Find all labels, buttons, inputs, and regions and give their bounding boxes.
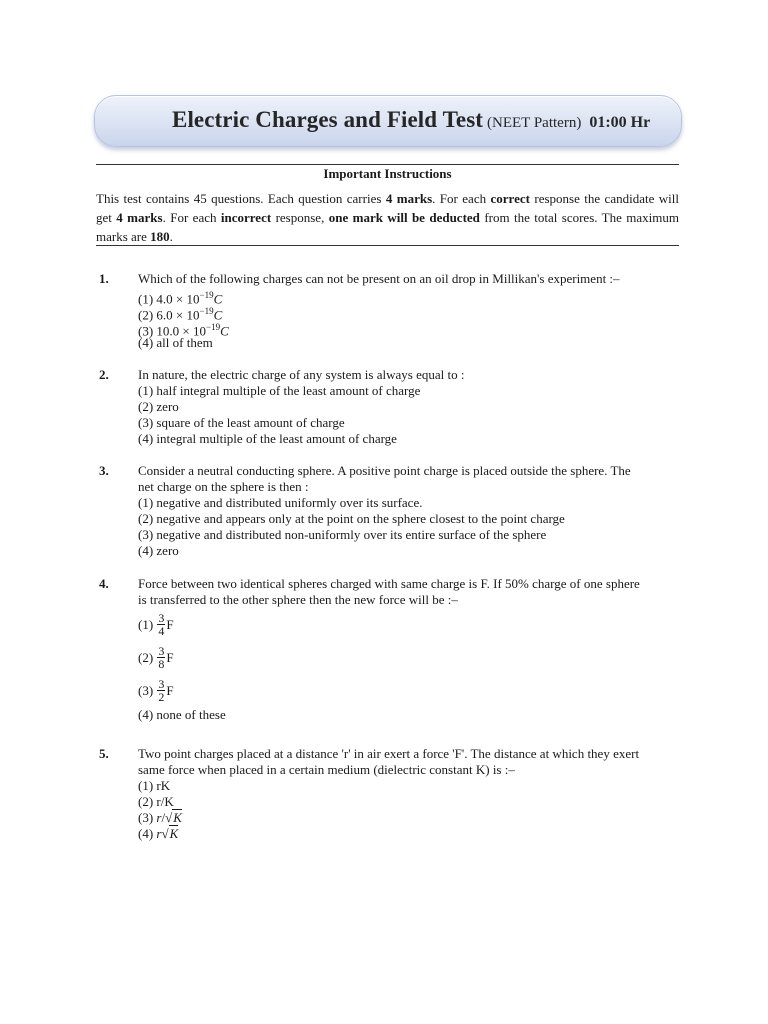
- question-number: 2.: [99, 367, 109, 382]
- instr-part: from the total scores. The maximum marks are: [96, 210, 679, 244]
- fraction: [157, 678, 165, 703]
- option-text: F: [166, 649, 174, 665]
- question-text: Consider a neutral conducting sphere. A positive point charge is placed outside the sphere. The: [138, 463, 631, 478]
- option-2: [138, 303, 680, 323]
- exponent: −19: [206, 322, 221, 332]
- numerator: 3: [158, 677, 165, 691]
- question-number: 1.: [99, 271, 109, 286]
- denominator: 2: [158, 690, 165, 704]
- option-4: (4) integral multiple of the least amount of charge: [138, 431, 397, 446]
- option-4: (4) zero: [138, 543, 179, 558]
- question-5: [138, 746, 680, 842]
- numerator: 3: [158, 611, 165, 625]
- question-3: [138, 463, 680, 559]
- option-4: (4) all of them: [138, 335, 213, 350]
- question-text: Which of the following charges can not be present on an oil drop in Millikan's experiment :–: [138, 271, 620, 286]
- title-banner-text: [172, 107, 650, 133]
- question-2: [138, 367, 680, 447]
- instructions-heading: Important Instructions: [323, 166, 452, 181]
- instr-part: . For each: [432, 191, 491, 206]
- option-2: (2) r/K: [138, 794, 174, 809]
- option-2: [138, 641, 680, 674]
- test-pattern: (NEET Pattern): [487, 115, 582, 131]
- question-text: net charge on the sphere is then :: [138, 479, 309, 494]
- instr-part: response the candidate will get: [96, 191, 679, 225]
- variable: r: [156, 826, 162, 841]
- fraction: [157, 612, 165, 637]
- numerator: 3: [158, 644, 165, 658]
- option-3: [138, 674, 680, 707]
- option-3: (3) square of the least amount of charge: [138, 415, 345, 430]
- option-1: (1) half integral multiple of the least amount of charge: [138, 383, 421, 398]
- option-text: (1): [138, 616, 154, 632]
- option-2: (2) zero: [138, 399, 179, 414]
- question-1: [138, 271, 680, 351]
- denominator: 4: [158, 624, 165, 638]
- option-3: [138, 319, 680, 339]
- instr-bold: one mark will be deducted: [328, 210, 480, 225]
- option-3: [138, 810, 680, 826]
- option-text: (2) 6.0 × 10: [138, 307, 200, 323]
- fraction: [157, 645, 165, 670]
- instr-part: This test contains 45 questions. Each question carries: [96, 191, 386, 206]
- exponent: −19: [199, 290, 214, 300]
- option-1: [138, 608, 680, 641]
- test-title: Electric Charges and Field Test: [172, 107, 484, 132]
- question-text: Force between two identical spheres charged with same charge is F. If 50% charge of one sphere: [138, 576, 640, 591]
- question-number: 4.: [99, 576, 109, 591]
- question-number: 5.: [99, 746, 109, 761]
- option-2: (2) negative and appears only at the point on the sphere closest to the point charge: [138, 511, 565, 526]
- operator: /√: [161, 810, 173, 825]
- question-text: is transferred to the other sphere then the new force will be :–: [138, 592, 458, 607]
- instr-bold: 4 marks: [385, 191, 433, 206]
- option-text: (2): [138, 649, 154, 665]
- option-1: (1) negative and distributed uniformly over its surface.: [138, 495, 423, 510]
- option-1: [138, 287, 680, 307]
- instr-bold: 180: [150, 229, 170, 244]
- question-4: [138, 576, 680, 723]
- option-text: (4): [138, 826, 157, 841]
- instr-part: response,: [271, 210, 329, 225]
- option-text: F: [166, 682, 174, 698]
- unit: C: [220, 323, 229, 339]
- option-4: (4) none of these: [138, 707, 226, 722]
- denominator: 8: [158, 657, 165, 671]
- question-number: 3.: [99, 463, 109, 478]
- operator: √: [161, 826, 169, 841]
- instr-bold: correct: [490, 191, 530, 206]
- instructions-text: [96, 189, 679, 246]
- radicand: K: [173, 810, 182, 825]
- option-4: [138, 826, 680, 842]
- option-text: (3): [138, 810, 157, 825]
- question-text: same force when placed in a certain medium (dielectric constant K) is :–: [138, 762, 515, 777]
- option-3: (3) negative and distributed non-uniformly over its entire surface of the sphere: [138, 527, 547, 542]
- option-text: (3): [138, 682, 154, 698]
- option-1: (1) rK: [138, 778, 171, 793]
- radicand: K: [169, 826, 179, 841]
- option-text: (1) 4.0 × 10: [138, 291, 200, 307]
- instructions-top-rule: [96, 164, 679, 165]
- test-duration: 01:00 Hr: [589, 114, 651, 131]
- instr-part: . For each: [162, 210, 221, 225]
- unit: C: [213, 307, 223, 323]
- instr-bold: incorrect: [220, 210, 272, 225]
- variable: r: [156, 810, 162, 825]
- instr-bold: 4 marks: [116, 210, 163, 225]
- question-text: In nature, the electric charge of any system is always equal to :: [138, 367, 465, 382]
- option-text: F: [166, 616, 174, 632]
- option-text: (3) 10.0 × 10: [138, 323, 206, 339]
- unit: C: [213, 291, 223, 307]
- question-text: Two point charges placed at a distance 'r' in air exert a force 'F'. The distance at which they exert: [138, 746, 640, 761]
- instr-part: .: [169, 229, 173, 244]
- instructions-bottom-rule: [96, 245, 679, 246]
- exponent: −19: [199, 306, 214, 316]
